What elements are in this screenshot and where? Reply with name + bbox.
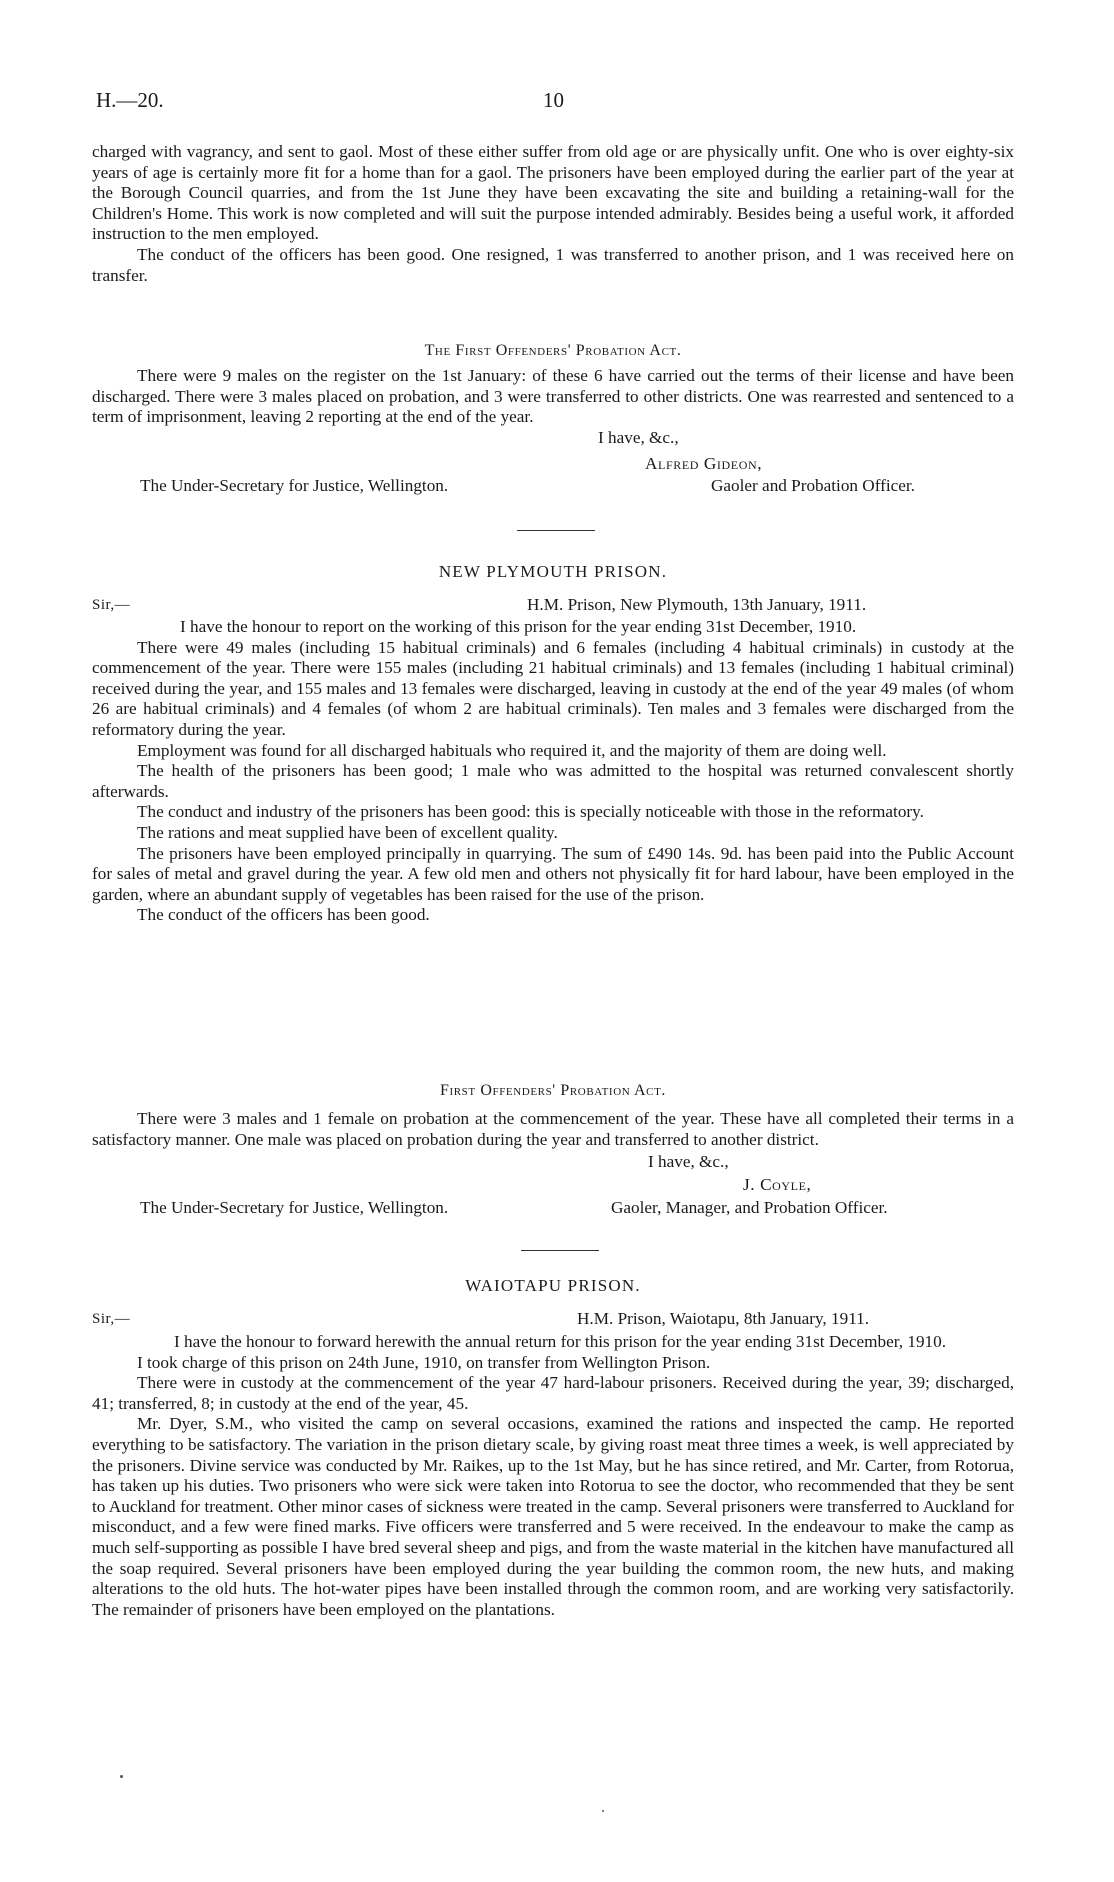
probation-paragraph-1: There were 9 males on the register on the 1st January: of these 6 have carried out the terms of their license and have been discharged. There were 3 males placed on probation, and 3 were transferred to other districts. One was rearrested and sentenced to a term of imprisonment, leaving 2 reporting at the end of the year. xyxy=(92,366,1014,427)
wt-paragraph: I have the honour to forward herewith the annual return for this prison for the year ending 31st December, 1910. xyxy=(174,1332,947,1351)
scan-speck xyxy=(602,1810,604,1812)
section-divider-1 xyxy=(517,530,595,531)
intro-paragraph-1: charged with vagrancy, and sent to gaol. Most of these either suffer from old age or are physically unfit. One who is over eighty-six years of age is certainly more fit for a home than for a gaol. The prisoners have been employed during the earlier part of the year at the Borough Council quarries, and from the 1st June they have been excavating the site and building a retaining-wall for the Children's Home. This work is now completed and will suit the purpose intended admirably. Besides being a useful work, it afforded instruction to the men employed. xyxy=(92,142,1014,244)
waiotapu-title: WAIOTAPU PRISON. xyxy=(465,1276,641,1295)
waiotapu-report xyxy=(92,1332,1014,1620)
wt-paragraph: There were in custody at the commencement of the year 47 hard-labour prisoners. Received during the year, 39; discharged, 41; transferred, 8; in custody at the end of the year, 45. xyxy=(92,1373,1014,1413)
addressee-1: The Under-Secretary for Justice, Wellington. xyxy=(140,476,449,495)
scan-speck xyxy=(120,1775,123,1778)
intro-paragraph-2: The conduct of the officers has been good. One resigned, 1 was transferred to another prison, and 1 was received here on transfer. xyxy=(92,244,1014,285)
np-paragraph: The prisoners have been employed principally in quarrying. The sum of £490 14s. 9d. has been paid into the Public Account for sales of metal and gravel during the year. A few old men and others not physically fit for hard labour, have been employed in the garden, where an abundant supply of vegetables has been raised for the use of the prison. xyxy=(92,843,1014,904)
probation-paragraph-2: There were 3 males and 1 female on probation at the commencement of the year. These have all completed their terms in a satisfactory manner. One male was placed on probation during the year and transferred to another district. xyxy=(92,1109,1014,1149)
probation-section-2 xyxy=(92,1109,1014,1150)
wt-paragraph: I took charge of this prison on 24th June, 1910, on transfer from Wellington Prison. xyxy=(137,1352,711,1372)
np-paragraph: There were 49 males (including 15 habitual criminals) and 6 females (including 4 habitual criminals) in custody at the commencement of the year. There were 155 males (including 21 habitual criminals) and 13 females (including 1 habitual criminal) received during the year, and 155 males and 13 females were discharged, leaving in custody at the end of the year 49 males (of whom 26 are habitual criminals) and 4 females (of whom 2 are habitual criminals). Ten males and 3 females were discharged from the reformatory during the year. xyxy=(92,637,1014,739)
new-plymouth-report xyxy=(92,617,1014,926)
np-paragraph: The rations and meat supplied have been of excellent quality. xyxy=(137,822,558,842)
salutation-waiotapu: Sir,— xyxy=(92,1311,131,1327)
addressee-2: The Under-Secretary for Justice, Wellington. xyxy=(140,1198,449,1217)
document-reference: H.—20. xyxy=(96,88,164,112)
signatory-title-2: Gaoler, Manager, and Probation Officer. xyxy=(611,1198,888,1217)
signatory-1: Alfred Gideon, xyxy=(645,454,763,473)
np-paragraph: The health of the prisoners has been good; 1 male who was admitted to the hospital was returned convalescent shortly afterwards. xyxy=(92,761,1014,801)
address-new-plymouth: H.M. Prison, New Plymouth, 13th January, 1911. xyxy=(527,595,867,614)
closing-2: I have, &c., xyxy=(648,1152,729,1171)
signatory-2: J. Coyle, xyxy=(743,1175,812,1194)
np-paragraph: The conduct of the officers has been good. xyxy=(137,905,430,925)
salutation-new-plymouth: Sir,— xyxy=(92,597,131,613)
address-waiotapu: H.M. Prison, Waiotapu, 8th January, 1911. xyxy=(577,1309,870,1328)
np-paragraph: The conduct and industry of the prisoners has been good: this is specially noticeable with those in the reformatory. xyxy=(137,802,924,822)
wt-paragraph: Mr. Dyer, S.M., who visited the camp on several occasions, examined the rations and inspected the camp. He reported everything to be satisfactory. The variation in the prison dietary scale, by giving roast meat three times a week, is well appreciated by the prisoners. Divine service was conducted by Mr. Raikes, up to the 1st May, but he has since retired, and Mr. Carter, from Rotorua, has taken up his duties. Two prisoners who were sick were taken into Rotorua to see the doctor, who recommended that they be sent to Auckland for treatment. Other minor cases of sickness were treated in the camp. Several prisoners were transferred to Auckland for misconduct, and a few were fined marks. Five officers were transferred and 5 were received. In the endeavour to make the camp as much self-supporting as possible I have bred several sheep and pigs, and from the waste material in the kitchen have manufactured all the soap required. Several prisoners have been employed during the year building the common room, the new huts, and making alterations to the old huts. The hot-water pipes have been installed through the common room, and are working very satisfactorily. The remainder of prisoners have been employed on the plantations. xyxy=(92,1414,1014,1619)
probation-section-1 xyxy=(92,366,1014,428)
closing-1: I have, &c., xyxy=(598,428,679,447)
page-number: 10 xyxy=(543,88,564,112)
np-paragraph: I have the honour to report on the working of this prison for the year ending 31st December, 1910. xyxy=(180,617,857,636)
new-plymouth-title: NEW PLYMOUTH PRISON. xyxy=(438,562,668,581)
section-divider-2 xyxy=(521,1250,599,1251)
probation-heading-1: The First Offenders' Probation Act. xyxy=(424,342,682,359)
np-paragraph: Employment was found for all discharged habituals who required it, and the majority of them are doing well. xyxy=(137,740,887,760)
signatory-title-1: Gaoler and Probation Officer. xyxy=(711,476,915,495)
probation-heading-2: First Offenders' Probation Act. xyxy=(439,1082,667,1099)
intro-section xyxy=(92,142,1014,286)
page-header xyxy=(96,88,1016,118)
